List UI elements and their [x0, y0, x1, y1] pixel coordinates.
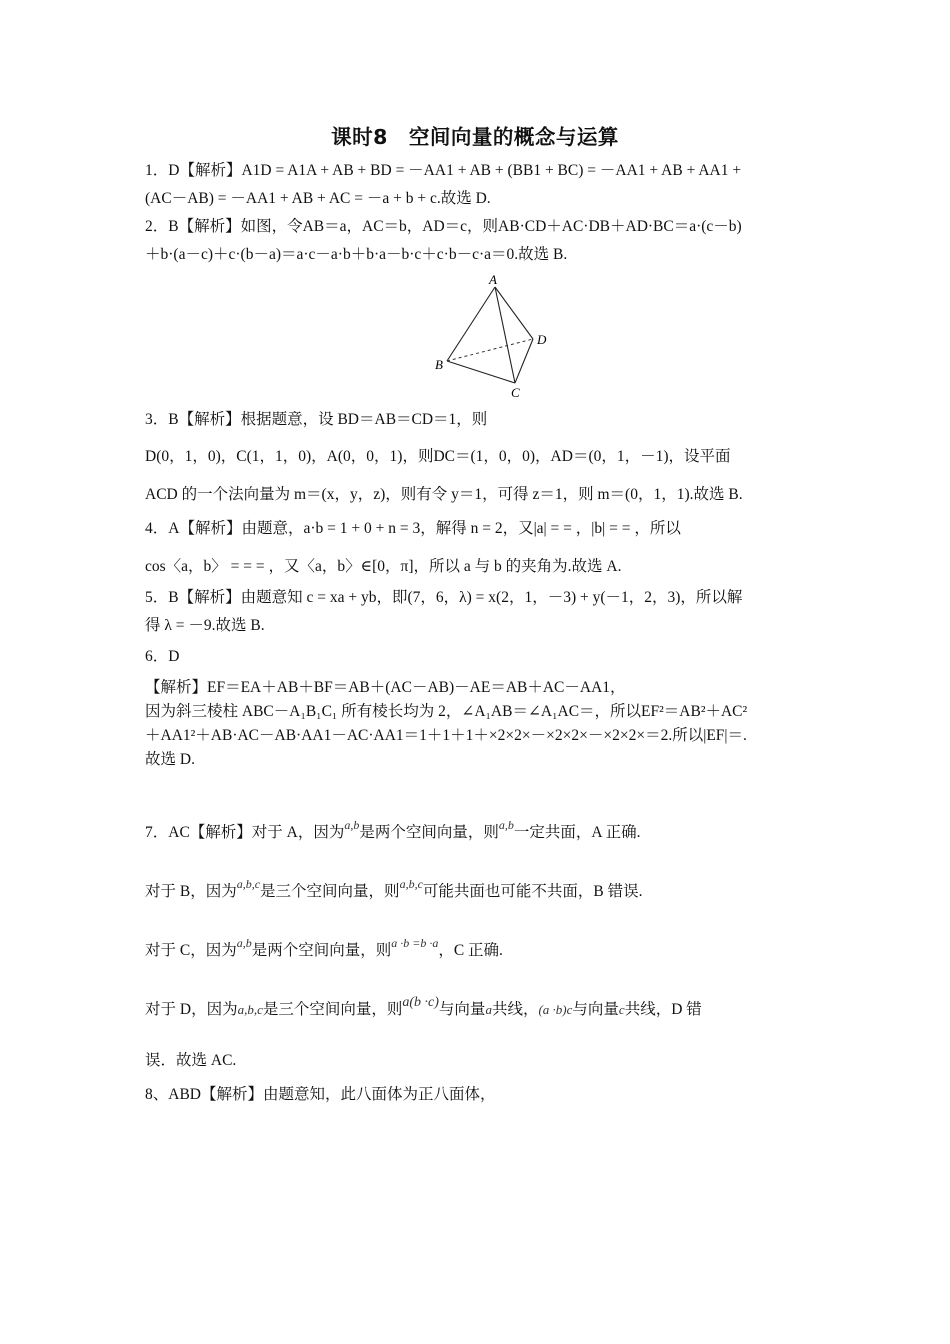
vertex-label-a: A — [489, 272, 497, 287]
q3-line-1: 3．B【解析】根据题意，设 BD＝AB＝CD＝1，则 — [145, 411, 488, 428]
q7-d-math-5: c — [618, 1002, 625, 1017]
q7-b-math-2: a,b,c — [399, 877, 423, 891]
q7-d-mid3: 共线， — [491, 1001, 539, 1018]
q4-line-2: cos〈a，b〉 = = = ，又〈a，b〉∈[0，π]，所以 a 与 b 的夹角为.故选 A. — [145, 558, 622, 575]
q2-line-2: ＋b·(a－c)＋c·(b－a)＝a·c－a·b＋b·a－b·c＋c·b－c·a＝0.故选 B. — [145, 246, 568, 263]
q7-a-mid: 是两个空间向量，则 — [359, 824, 499, 841]
q7-d-math-3: a — [485, 1002, 492, 1017]
q7-d-mid: 是三个空间向量，则 — [262, 1001, 403, 1018]
q7-d-mid2: 与向量 — [438, 1001, 486, 1018]
q7-d-math-1: a,b,c — [237, 1002, 263, 1017]
q7-c-mid: 是两个空间向量，则 — [251, 942, 392, 959]
q6-line-5: 故选 D. — [145, 751, 195, 768]
q7-d-math-2: a(b ·c) — [402, 995, 439, 1010]
q7-b-pre: 对于 B，因为 — [145, 883, 237, 900]
q6-line-3: 因为斜三棱柱 ABC－A₁B₁C₁ 所有棱长均为 2，∠A₁AB＝∠A₁AC＝，所以EF²＝AB²＋AC² — [145, 703, 748, 720]
q7-c-math-1: a,b — [236, 936, 252, 950]
q3-line-3: ACD 的一个法向量为 m＝(x，y，z)，则有令 y＝1，可得 z＝1，则 m＝(0，1，1).故选 B. — [145, 486, 743, 503]
q7-d-mid4: 与向量 — [572, 1001, 619, 1018]
q4-line-1: 4．A【解析】由题意，a·b = 1 + 0 + n = 3，解得 n = 2，又|a| = = ，|b| = = ，所以 — [145, 520, 681, 537]
q7-b-mid: 是三个空间向量，则 — [260, 883, 400, 900]
q3-line-2: D(0，1，0)，C(1，1，0)，A(0，0，1)，则DC＝(1，0，0)，AD＝(0，1，－1)，设平面 — [145, 448, 731, 465]
q7-line-b — [145, 877, 643, 902]
q7-a-post: 一定共面，A 正确. — [513, 824, 641, 841]
q6-line-1: 6．D — [145, 648, 180, 665]
q8-line-1: 8、ABD【解析】由题意知，此八面体为正八面体， — [145, 1086, 496, 1103]
vertex-label-c: C — [511, 385, 520, 400]
tetrahedron-figure — [425, 270, 555, 402]
q7-line-e: 误．故选 AC. — [145, 1052, 237, 1069]
q7-c-post: ，C 正确. — [438, 942, 503, 959]
q6-line-2: 【解析】EF＝EA＋AB＋BF＝AB＋(AC－AB)－AE＝AB＋AC－AA1， — [145, 679, 626, 696]
q2-line-1: 2．B【解析】如图，令AB＝a，AC＝b，AD＝c，则AB·CD＋AC·DB＋AD·BC＝a·(c－b) — [145, 218, 742, 235]
page-title: 课时8 空间向量的概念与运算 — [331, 125, 619, 149]
q7-line-c — [145, 936, 503, 961]
vertex-label-b: B — [435, 357, 443, 372]
q7-a-math-1: a,b — [344, 818, 360, 832]
q7-c-math-2: a ·b =b ·a — [391, 936, 439, 950]
q7-b-math-1: a,b,c — [236, 877, 261, 891]
q1-line-2: (AC－AB) = －AA1 + AB + AC = －a + b + c.故选 D. — [145, 190, 491, 207]
q6-line-4: ＋AA1²＋AB·AC－AB·AA1－AC·AA1＝1＋1＋1＋×2×2×－×2×2×－×2×2×＝2.所以|EF|＝. — [145, 727, 747, 744]
q7-line-a — [145, 818, 641, 843]
q7-b-post: 可能共面也可能不共面，B 错误. — [422, 883, 643, 900]
q7-a-math-2: a,b — [498, 818, 514, 832]
q7-d-post: 共线，D 错 — [624, 1001, 702, 1018]
q7-line-d — [145, 995, 702, 1021]
q5-line-2: 得 λ = －9.故选 B. — [145, 617, 265, 634]
q1-line-1: 1．D【解析】A1D = A1A + AB + BD = －AA1 + AB + (BB1 + BC) = －AA1 + AB + AA1 + — [145, 162, 742, 179]
q7-d-math-4: (a ·b)c — [538, 1002, 573, 1017]
vertex-label-d: D — [537, 332, 547, 347]
q5-line-1: 5．B【解析】由题意知 c = xa + yb，即(7，6，λ) = x(2，1，－3) + y(－1，2，3)，所以解 — [145, 589, 743, 606]
q7-c-pre: 对于 C，因为 — [145, 942, 237, 959]
q7-a-pre: 7．AC【解析】对于 A，因为 — [145, 824, 345, 841]
q7-d-pre: 对于 D，因为 — [145, 1001, 238, 1018]
